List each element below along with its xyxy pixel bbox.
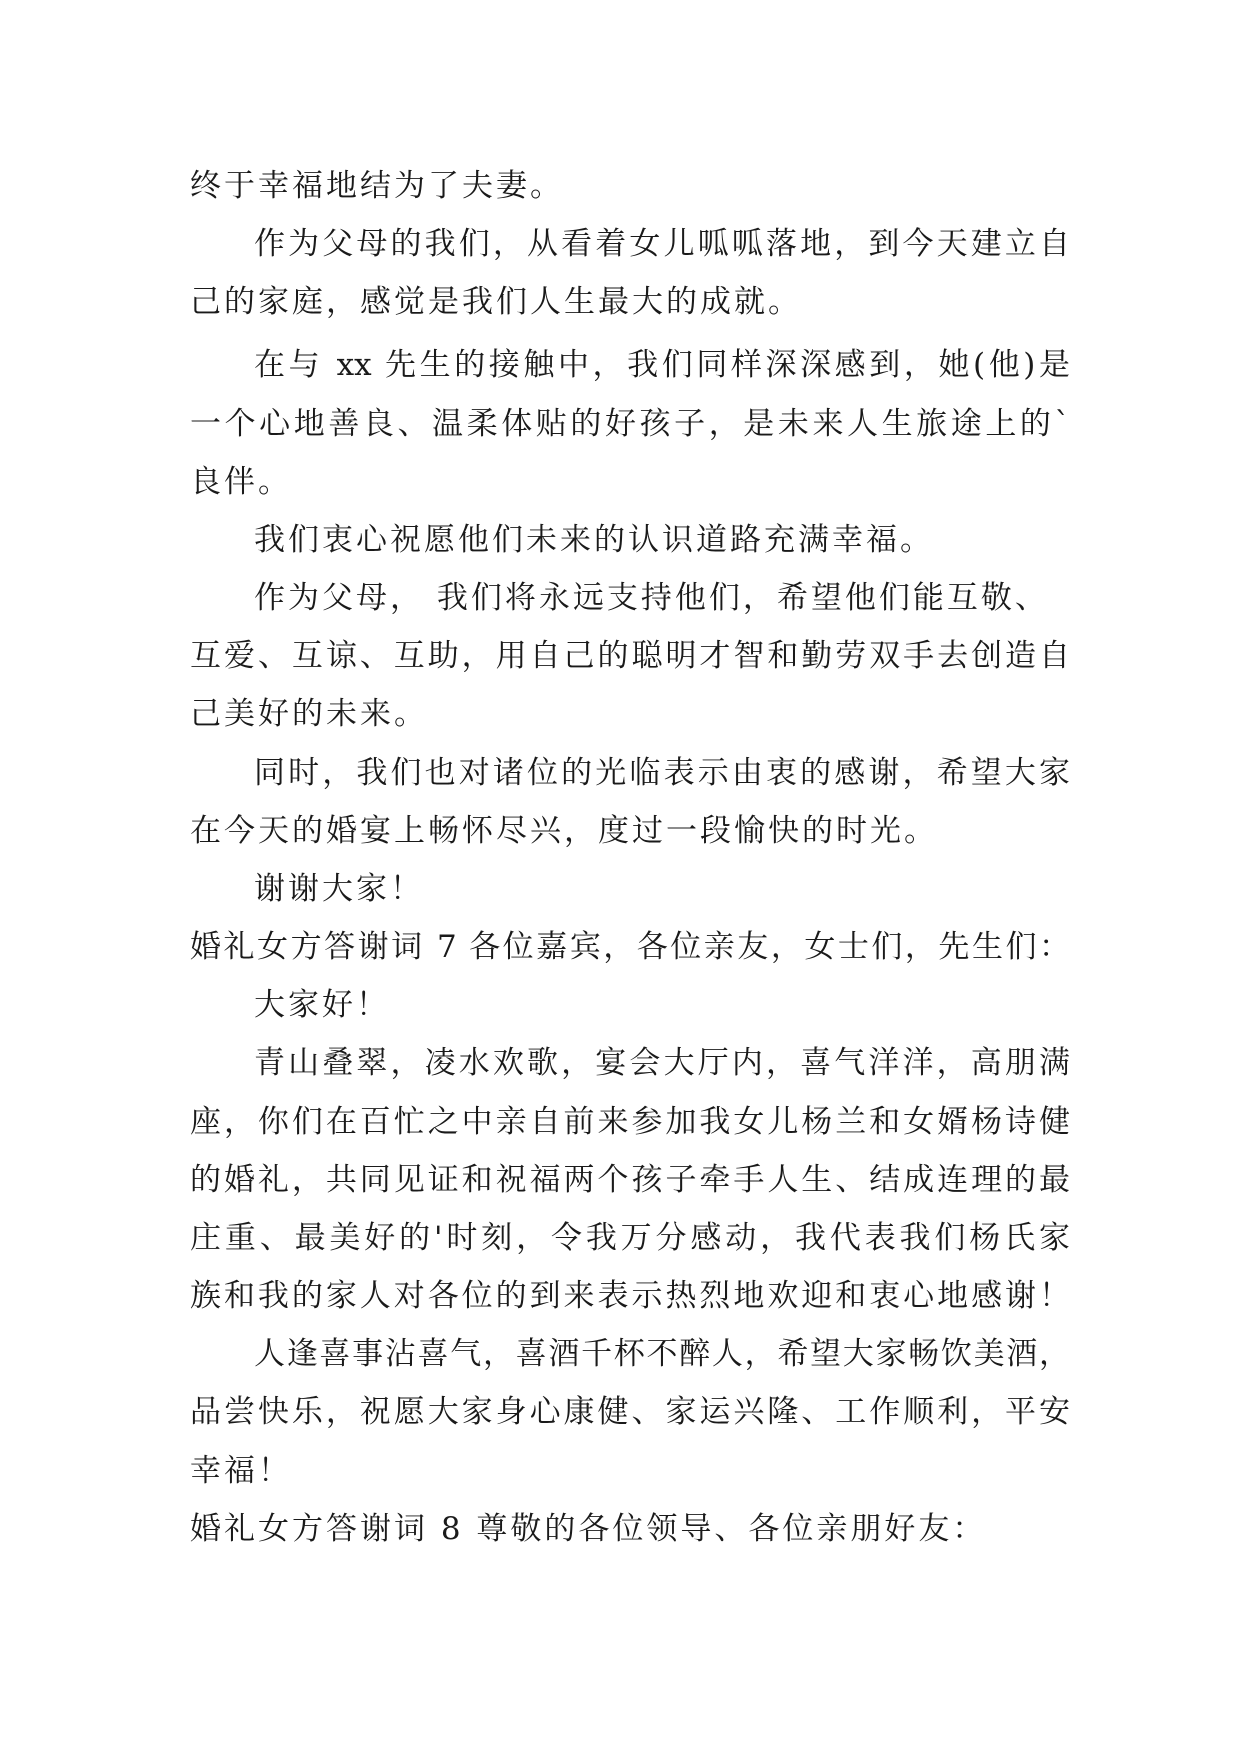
text-line: 我们衷心祝愿他们未来的认识道路充满幸福。 bbox=[254, 522, 934, 558]
text-line: 人逢喜事沾喜气，喜酒千杯不醉人，希望大家畅饮美酒， bbox=[254, 1336, 1070, 1372]
text-line: 一个心地善良、温柔体贴的好孩子，是未来人生旅途上的` bbox=[190, 406, 1070, 442]
section-heading-line: 婚礼女方答谢词 7 各位嘉宾，各位亲友，女士们，先生们： bbox=[190, 929, 1070, 965]
text-line: 己的家庭，感觉是我们人生最大的成就。 bbox=[190, 284, 802, 320]
text-line: 幸福！ bbox=[190, 1453, 292, 1489]
text-line: 同时，我们也对诸位的光临表示由衷的感谢，希望大家 bbox=[254, 755, 1070, 791]
text-line: 庄重、最美好的'时刻，令我万分感动，我代表我们杨氏家 bbox=[190, 1220, 1070, 1256]
text-line: 终于幸福地结为了夫妻。 bbox=[190, 168, 564, 204]
text-line: 己美好的未来。 bbox=[190, 696, 428, 732]
text-line: 品尝快乐，祝愿大家身心康健、家运兴隆、工作顺利，平安 bbox=[190, 1394, 1070, 1430]
text-line: 作为父母的我们，从看着女儿呱呱落地，到今天建立自 bbox=[254, 226, 1070, 262]
section-heading-line: 婚礼女方答谢词 8 尊敬的各位领导、各位亲朋好友： bbox=[190, 1511, 987, 1547]
text-line: 在与 xx 先生的接触中，我们同样深深感到，她(他)是 bbox=[254, 347, 1070, 383]
text-line: 大家好！ bbox=[254, 987, 390, 1023]
text-line: 的婚礼，共同见证和祝福两个孩子牵手人生、结成连理的最 bbox=[190, 1162, 1070, 1198]
text-line: 作为父母， 我们将永远支持他们，希望他们能互敬、 bbox=[254, 580, 1049, 616]
text-line: 在今天的婚宴上畅怀尽兴，度过一段愉快的时光。 bbox=[190, 813, 938, 849]
text-line: 互爱、互谅、互助，用自己的聪明才智和勤劳双手去创造自 bbox=[190, 638, 1070, 674]
text-line: 良伴。 bbox=[190, 464, 292, 500]
text-line: 族和我的家人对各位的到来表示热烈地欢迎和衷心地感谢！ bbox=[190, 1278, 1070, 1314]
text-line: 青山叠翠，凌水欢歌，宴会大厅内，喜气洋洋，高朋满 bbox=[254, 1045, 1070, 1081]
text-line: 座，你们在百忙之中亲自前来参加我女儿杨兰和女婿杨诗健 bbox=[190, 1104, 1070, 1140]
text-line: 谢谢大家！ bbox=[254, 871, 424, 907]
